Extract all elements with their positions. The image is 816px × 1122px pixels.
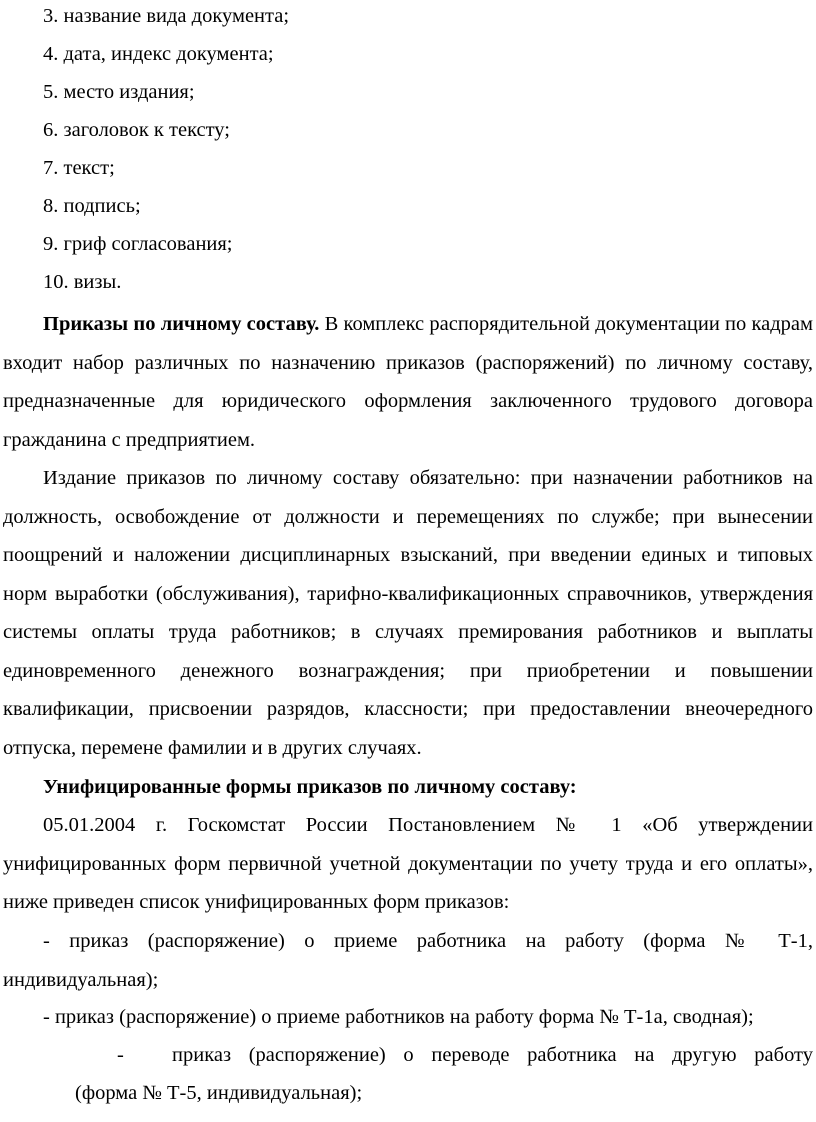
list-item-6: 6. заголовок к тексту;	[43, 119, 230, 141]
list-item-line2: (форма № Т-5, индивидуальная);	[75, 1082, 363, 1104]
list-item-10: 10. визы.	[43, 271, 122, 293]
list-item-7: 7. текст;	[43, 157, 115, 179]
paragraph-text: В комплекс распорядительной документации по кадрам входит набор различных по назначению приказов (распоряжений) по личному составу, предназначенные для юридического оформления заключенного трудового договора гражданина с предприятием.	[3, 313, 813, 451]
list-item-form-t1: - приказ (распоряжение) о приеме работника на работу (форма № Т-1, индивидуальная);	[3, 930, 813, 991]
list-item-9: 9. гриф согласования;	[43, 233, 233, 255]
section-heading: Унифицированные формы приказов по личному составу:	[43, 776, 577, 798]
list-item-8: 8. подпись;	[43, 195, 141, 217]
paragraph-personnel-orders	[3, 305, 813, 459]
list-item-3: 3. название вида документа;	[43, 5, 290, 27]
paragraph-order-issuance: Издание приказов по личному составу обязательно: при назначении работников на должность, освобождение от должности и перемещениях по службе; при вынесении поощрений и наложении дисциплинарных взысканий, при введении единых и типовых норм выработки (обслуживания), тарифно-квалификационных справочников, утверждения системы оплаты труда работников; в случаях премирования работников и выплаты единовременного денежного вознаграждения; при приобретении и повышении квалификации, присвоении разрядов, классности; при предоставлении внеочередного отпуска, перемене фамилии и в других случаях.	[3, 467, 813, 759]
list-marker: -	[117, 1044, 124, 1066]
paragraph-goskomstat: 05.01.2004 г. Госкомстат России Постановлением № 1 «Об утверждении унифицированных форм первичной учетной документации по учету труда и его оплаты», ниже приведен список унифицированных форм приказов:	[3, 814, 813, 913]
list-item-form-t1a: - приказ (распоряжение) о приеме работников на работу форма № Т-1а, сводная);	[43, 1006, 754, 1028]
paragraph-lead: Приказы по личному составу.	[43, 313, 320, 335]
list-item-4: 4. дата, индекс документа;	[43, 43, 274, 65]
list-item-form-t5	[75, 1036, 813, 1112]
list-item-5: 5. место издания;	[43, 81, 195, 103]
list-item-line1: приказ (распоряжение) о переводе работника на другую работу	[172, 1044, 813, 1066]
